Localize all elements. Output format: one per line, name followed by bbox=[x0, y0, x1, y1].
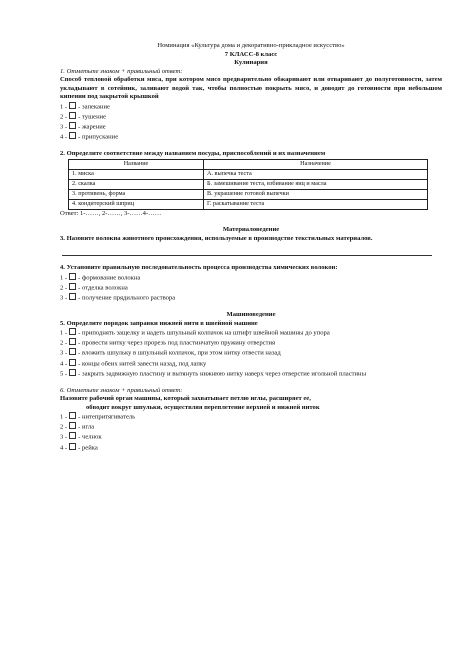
q5-option-4[interactable] bbox=[60, 359, 442, 369]
option-number: 4 - bbox=[60, 444, 68, 451]
table-cell-name: 2. скалка bbox=[69, 179, 204, 189]
checkbox-icon[interactable] bbox=[69, 293, 76, 300]
option-number: 1 - bbox=[60, 103, 68, 111]
option-number: 5 - bbox=[60, 370, 68, 378]
document-page bbox=[60, 42, 442, 453]
option-label: - концы обеих нитей завести назад, под лапку bbox=[78, 360, 207, 367]
option-label: - запекание bbox=[78, 103, 110, 111]
option-label: - отделка волокна bbox=[78, 284, 128, 292]
table-cell-purpose: Г. раскатывание теста bbox=[204, 199, 428, 209]
table-cell-purpose: Б. замешивание теста, взбивание яиц и масла bbox=[204, 179, 428, 189]
grade-heading: 7 КЛАСС-8 класс bbox=[224, 50, 278, 58]
checkbox-icon[interactable] bbox=[69, 102, 76, 109]
checkbox-icon[interactable] bbox=[69, 422, 76, 429]
checkbox-icon[interactable] bbox=[69, 328, 76, 335]
table-cell-name: 1. миска bbox=[69, 169, 204, 179]
option-label: - вложить шпульку в шпульный колпачок, при этом нитку отвести назад bbox=[78, 349, 281, 357]
checkbox-icon[interactable] bbox=[69, 122, 76, 129]
q4-options bbox=[60, 273, 442, 303]
q6-option-2[interactable] bbox=[60, 422, 442, 432]
option-label: - рейка bbox=[78, 444, 98, 451]
option-number: 3 - bbox=[60, 294, 68, 302]
q1-instruction: 1. Отметьте знаком + правильный ответ: bbox=[60, 67, 183, 75]
option-label: - получение прядильного раствора bbox=[78, 294, 176, 302]
q5-option-3[interactable] bbox=[60, 348, 442, 358]
table-cell-name: 3. противень, форма bbox=[69, 189, 204, 199]
q1-options bbox=[60, 102, 442, 142]
option-number: 1 - bbox=[60, 329, 68, 337]
option-number: 3 - bbox=[60, 349, 68, 357]
q6-option-4[interactable] bbox=[60, 443, 442, 453]
q6-option-3[interactable] bbox=[60, 432, 442, 442]
q4-option-3[interactable] bbox=[60, 293, 442, 303]
checkbox-icon[interactable] bbox=[69, 348, 76, 355]
table-row bbox=[69, 189, 428, 199]
q1-option-2[interactable] bbox=[60, 112, 442, 122]
option-label: - игла bbox=[78, 423, 95, 431]
section-machines-title: Машиноведение bbox=[226, 311, 276, 319]
option-number: 4 - bbox=[60, 360, 68, 367]
option-number: 2 - bbox=[60, 423, 68, 431]
section-materials-title: Материаловедение bbox=[222, 226, 280, 234]
q5-option-5[interactable] bbox=[60, 369, 442, 379]
table-cell-name: 4. кондитерский шприц bbox=[69, 199, 204, 209]
matching-table bbox=[68, 159, 428, 210]
option-label: - нитепритягиватель bbox=[78, 413, 136, 421]
column-header-purpose: Назначение bbox=[204, 159, 428, 169]
q6-text-line-1: Назовите рабочий орган машины, который захватывает петлю иглы, расширяет ее, bbox=[60, 395, 311, 403]
table-cell-purpose: А. выпечка теста bbox=[204, 169, 428, 179]
q1-option-4[interactable] bbox=[60, 132, 442, 142]
q5-text: 5. Определите порядок заправки нижней нити в швейной машине bbox=[60, 319, 258, 327]
table-row bbox=[69, 169, 428, 179]
option-label: - закрыть задвижную пластину и вытянуть нижнюю нитку наверх через отверстие игольной пластины bbox=[78, 370, 367, 378]
q5-options bbox=[60, 328, 442, 378]
option-number: 1 - bbox=[60, 274, 68, 282]
checkbox-icon[interactable] bbox=[69, 412, 76, 419]
option-label: - тушение bbox=[78, 113, 107, 121]
table-row bbox=[69, 199, 428, 209]
q3-text: 3. Назовите волокна животного происхождения, используемые в производстве текстильных материалов. bbox=[60, 234, 373, 242]
option-number: 4 - bbox=[60, 133, 68, 141]
nomination-line: Номинация «Культура дома и декоративно-прикладное искусство» bbox=[157, 42, 345, 49]
table-row bbox=[69, 179, 428, 189]
q5-option-1[interactable] bbox=[60, 328, 442, 338]
checkbox-icon[interactable] bbox=[69, 359, 76, 366]
checkbox-icon[interactable] bbox=[69, 132, 76, 139]
checkbox-icon[interactable] bbox=[69, 369, 76, 376]
checkbox-icon[interactable] bbox=[69, 432, 76, 439]
option-number: 2 - bbox=[60, 284, 68, 292]
option-number: 2 - bbox=[60, 339, 68, 347]
option-label: - провести нитку через прорезь под пластинчатую пружину отверстия bbox=[78, 339, 276, 347]
q6-option-1[interactable] bbox=[60, 412, 442, 422]
section-cooking-title: Кулинария bbox=[234, 59, 268, 67]
q1-option-3[interactable] bbox=[60, 122, 442, 132]
option-number: 3 - bbox=[60, 433, 68, 441]
option-number: 2 - bbox=[60, 113, 68, 121]
q6-options bbox=[60, 412, 442, 452]
q5-option-2[interactable] bbox=[60, 338, 442, 348]
q2-answer-line[interactable]: Ответ: 1-……, 2-……, 3-……4-…… bbox=[60, 209, 162, 217]
checkbox-icon[interactable] bbox=[69, 443, 76, 450]
checkbox-icon[interactable] bbox=[69, 112, 76, 119]
q4-option-2[interactable] bbox=[60, 283, 442, 293]
option-label: - формование волокна bbox=[78, 274, 141, 282]
q1-option-1[interactable] bbox=[60, 102, 442, 112]
table-header-row bbox=[69, 159, 428, 169]
option-label: - жарение bbox=[78, 123, 106, 131]
q2-text: 2. Определите соответствие между названием посуды, приспособлений и их назначением bbox=[60, 150, 326, 158]
q6-text-line-2: обводит вокруг шпульки, осуществляя переплетение верхней и нижней ниток bbox=[86, 403, 320, 411]
q3-answer-field[interactable] bbox=[62, 247, 432, 256]
option-label: - приподнять защелку и надеть шпульный колпачок на штифт швейной машины до упора bbox=[78, 329, 330, 337]
option-number: 1 - bbox=[60, 413, 68, 421]
q4-option-1[interactable] bbox=[60, 273, 442, 283]
option-number: 3 - bbox=[60, 123, 68, 131]
q6-instruction: 6. Отметьте знаком + правильный ответ: bbox=[60, 386, 183, 394]
checkbox-icon[interactable] bbox=[69, 273, 76, 280]
checkbox-icon[interactable] bbox=[69, 283, 76, 290]
option-label: - припускание bbox=[78, 133, 119, 141]
option-label: - челнок bbox=[78, 433, 102, 441]
q1-text: Способ тепловой обработки мяса, при котором мясо предварительно обжаривают или отваривают до полуготовности, затем укладывают в сотейник, заливают водой так, чтобы полностью покрыть мясо, и доводят до готовности при небольшом кипении под закрытой крышкой bbox=[60, 76, 442, 101]
q4-text: 4. Установите правильную последовательность процесса производства химических волокон: bbox=[60, 264, 338, 272]
checkbox-icon[interactable] bbox=[69, 338, 76, 345]
table-cell-purpose: В. украшение готовой выпечки bbox=[204, 189, 428, 199]
column-header-name: Название bbox=[69, 159, 204, 169]
